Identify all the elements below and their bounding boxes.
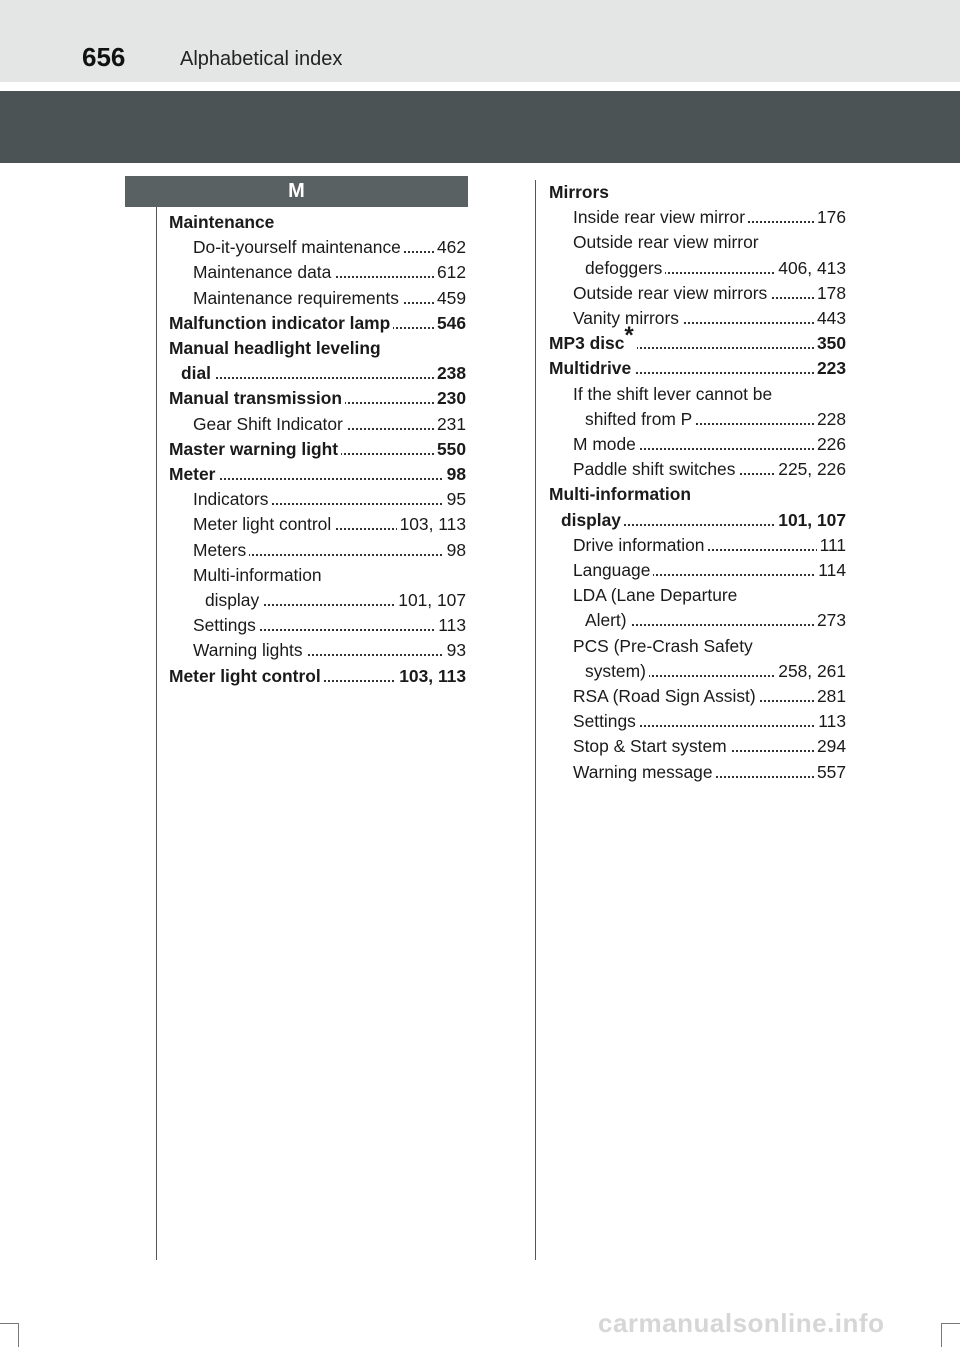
entry-page-ref: 238	[434, 362, 466, 384]
entry-term	[169, 312, 393, 334]
crop-mark	[941, 1323, 942, 1347]
entry-page-ref: 557	[814, 761, 846, 783]
entry-page-ref: 111	[817, 534, 846, 556]
entry-term-text: Meter light control	[193, 514, 332, 535]
entry-term	[573, 710, 639, 732]
entry-term	[573, 559, 653, 581]
entry-term	[169, 387, 345, 409]
crop-mark	[18, 1323, 19, 1347]
index-entry	[193, 488, 466, 510]
entry-term	[181, 362, 214, 384]
entry-term	[193, 639, 306, 661]
left-column-rule	[156, 207, 157, 1260]
entry-term-text: system)	[585, 660, 646, 681]
leader-dots	[181, 377, 466, 379]
entry-page-ref: 228	[814, 408, 846, 430]
entry-page-ref: 550	[434, 438, 466, 460]
entry-term	[193, 488, 271, 510]
index-entry	[573, 433, 846, 455]
entry-page-ref: 443	[814, 307, 846, 329]
entry-page-ref: 101, 107	[395, 589, 466, 611]
index-entry	[573, 559, 846, 581]
entry-term-text: M mode	[573, 434, 636, 454]
entry-term-text: Meters	[193, 539, 247, 560]
index-entry: Manual headlight leveling	[169, 338, 381, 358]
index-entry: Multi-information	[549, 484, 691, 505]
entry-term-text: Indicators	[193, 489, 269, 510]
index-entry	[169, 312, 466, 334]
index-entry	[573, 206, 846, 228]
index-entry	[573, 282, 846, 304]
entry-term	[193, 413, 346, 435]
entry-term	[193, 287, 402, 309]
entry-page-ref: 178	[814, 282, 846, 304]
entry-page-ref: 294	[814, 735, 846, 757]
index-entry: Outside rear view mirror	[573, 232, 759, 253]
index-entry	[193, 539, 466, 561]
index-entry: If the shift lever cannot be	[573, 383, 773, 404]
index-entry	[169, 387, 466, 409]
entry-term-text: Gear Shift Indicator	[193, 413, 343, 434]
entry-term-text: Malfunction indicator lamp	[169, 312, 391, 333]
entry-term-text: dial	[181, 363, 211, 384]
index-entry	[193, 639, 466, 661]
index-entry	[193, 614, 466, 636]
entry-term-text: Inside rear view mirror	[573, 207, 746, 228]
entry-term-text: RSA (Road Sign Assist)	[573, 686, 756, 706]
entry-term	[169, 665, 324, 687]
entry-page-ref: 230	[434, 387, 466, 409]
entry-term-text: Warning lights	[193, 640, 303, 661]
entry-term	[573, 534, 707, 556]
index-entry: Maintenance	[169, 212, 275, 232]
index-entry	[573, 710, 846, 732]
entry-term-text: Multidrive	[549, 358, 632, 379]
entry-term	[193, 539, 249, 561]
watermark: carmanualsonline.info	[598, 1308, 885, 1338]
entry-term-text: Alert)	[585, 610, 627, 631]
entry-term-text: Master warning light	[169, 438, 339, 459]
entry-term	[573, 458, 738, 480]
entry-term	[193, 236, 404, 258]
top-header-bar	[0, 0, 960, 82]
index-entry: Mirrors	[549, 182, 609, 202]
index-entry	[585, 408, 846, 430]
entry-page-ref: 258, 261	[775, 660, 846, 682]
entry-term	[193, 614, 259, 636]
index-entry	[193, 236, 466, 258]
entry-term-text: shifted from P	[585, 408, 693, 429]
entry-term	[549, 357, 634, 379]
entry-term	[169, 463, 218, 485]
entry-term	[573, 433, 639, 455]
entry-page-ref: 273	[814, 609, 846, 631]
index-entry	[573, 458, 846, 480]
entry-term-text: Stop & Start system	[573, 736, 727, 757]
entry-term-text: Vanity mirrors	[573, 308, 679, 328]
entry-page-ref: 93	[444, 639, 466, 661]
entry-page-ref: 226	[814, 433, 846, 455]
crop-mark	[941, 1323, 960, 1324]
entry-page-ref: 113	[815, 710, 846, 732]
entry-page-ref: 95	[444, 488, 466, 510]
index-entry	[169, 463, 466, 485]
entry-term-text: Paddle shift switches	[573, 459, 736, 480]
index-entry	[193, 287, 466, 309]
entry-page-ref: 231	[434, 413, 466, 435]
entry-term-text: display	[205, 590, 260, 610]
footnote-asterisk: *	[624, 322, 634, 350]
index-entry	[205, 589, 466, 611]
entry-page-ref: 350	[814, 332, 846, 354]
right-column-rule	[535, 180, 536, 1260]
index-entry	[585, 609, 846, 631]
entry-term-text: Settings	[193, 615, 256, 636]
entry-page-ref: 113	[435, 614, 466, 636]
index-entry	[573, 761, 846, 783]
entry-page-ref: 176	[814, 206, 846, 228]
entry-term	[549, 322, 637, 354]
entry-term-text: MP3 disc	[549, 333, 625, 354]
entry-page-ref: 225, 226	[775, 458, 846, 480]
entry-term	[573, 282, 770, 304]
index-entry	[193, 413, 466, 435]
entry-term-text: Language	[573, 560, 651, 580]
index-entry	[585, 660, 846, 682]
entry-term	[573, 735, 730, 757]
entry-page-ref: 98	[444, 463, 466, 485]
index-entry	[561, 509, 846, 531]
section-letter-header: M	[125, 176, 468, 207]
entry-page-ref: 612	[434, 261, 466, 283]
entry-term	[585, 609, 630, 631]
entry-term-text: Do-it-yourself maintenance	[193, 237, 401, 258]
index-entry	[169, 438, 466, 460]
dark-banner	[0, 91, 960, 163]
index-entry	[573, 735, 846, 757]
index-entry	[585, 257, 846, 279]
entry-term	[585, 408, 695, 430]
entry-term-text: defoggers	[585, 257, 663, 278]
entry-page-ref: 406, 413	[775, 257, 846, 279]
entry-page-ref: 101, 107	[775, 509, 846, 531]
index-entry	[549, 357, 846, 379]
entry-term	[585, 257, 665, 279]
entry-term	[205, 589, 262, 611]
index-entry	[169, 665, 466, 687]
entry-term-text: Meter light control	[169, 665, 321, 686]
entry-term	[169, 438, 341, 460]
entry-term	[193, 513, 334, 535]
crop-mark	[0, 1323, 18, 1324]
index-entry	[573, 685, 846, 707]
entry-term-text: Drive information	[573, 534, 705, 555]
index-entry	[193, 261, 466, 283]
entry-page-ref: 281	[814, 685, 846, 707]
entry-term	[573, 206, 748, 228]
entry-term-text: display	[561, 509, 621, 530]
entry-term-text: Maintenance requirements	[193, 287, 399, 308]
entry-term-text: Maintenance data	[193, 262, 332, 283]
index-entry	[193, 513, 466, 535]
entry-page-ref: 459	[434, 287, 466, 309]
entry-page-ref: 103, 113	[396, 665, 466, 687]
entry-term	[573, 761, 716, 783]
entry-page-ref: 103, 113	[397, 513, 466, 535]
entry-term	[561, 509, 624, 531]
entry-term	[573, 685, 759, 707]
entry-page-ref: 98	[444, 539, 466, 561]
index-entry	[573, 307, 846, 329]
entry-page-ref: 223	[814, 357, 846, 379]
page-title: Alphabetical index	[180, 48, 343, 70]
entry-page-ref: 114	[815, 559, 846, 581]
index-entry: LDA (Lane Departure	[573, 585, 738, 606]
entry-term-text: Outside rear view mirrors	[573, 282, 768, 303]
entry-term	[585, 660, 649, 682]
page-number: 656	[82, 42, 126, 72]
entry-term	[193, 261, 334, 283]
index-entry: Multi-information	[193, 564, 322, 585]
entry-term-text: Manual transmission	[169, 388, 342, 409]
entry-term-text: Meter	[169, 464, 216, 484]
entry-page-ref: 546	[434, 312, 466, 334]
index-entry	[573, 534, 846, 556]
index-entry: PCS (Pre-Crash Safety	[573, 635, 753, 656]
index-entry	[549, 322, 846, 354]
entry-term-text: Warning message	[573, 761, 713, 782]
entry-page-ref: 462	[434, 236, 466, 258]
index-entry	[181, 362, 466, 384]
entry-term-text: Settings	[573, 711, 636, 732]
